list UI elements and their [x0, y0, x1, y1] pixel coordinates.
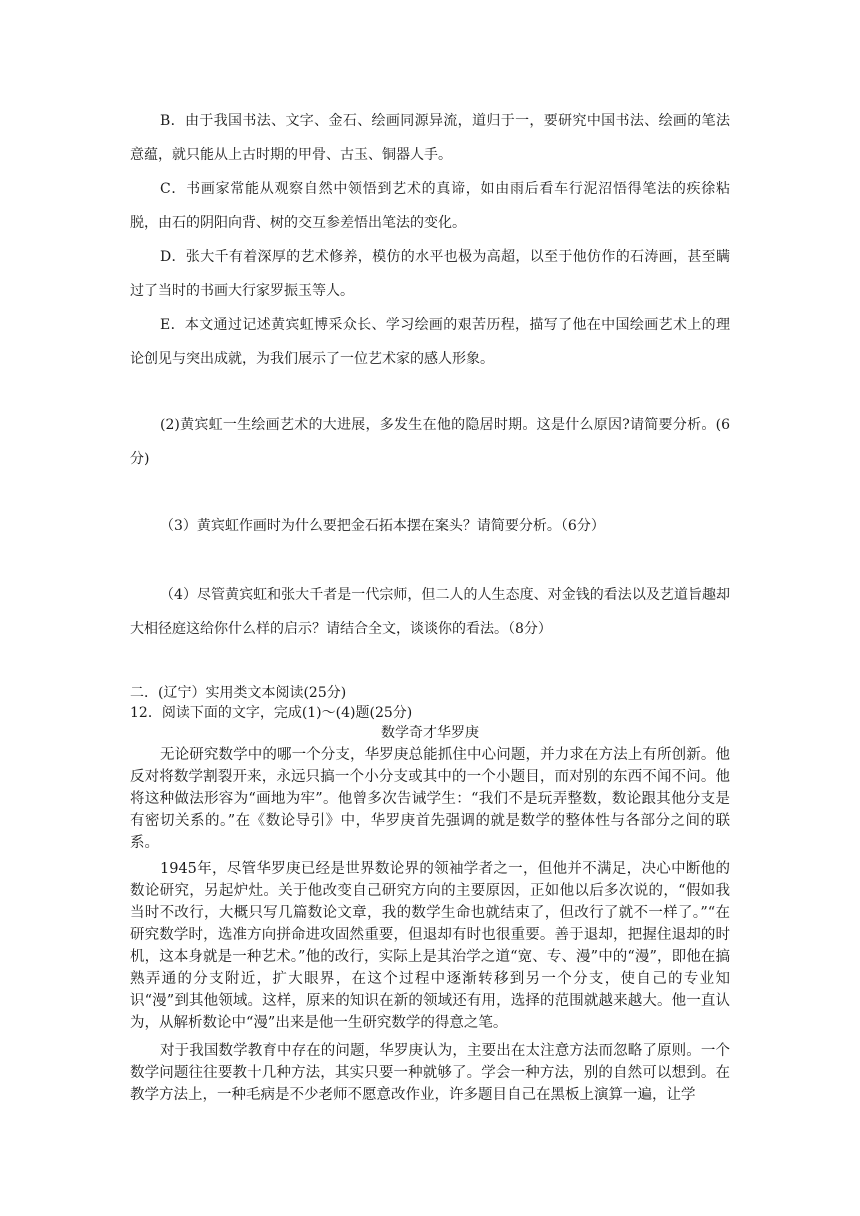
- option-d: D．张大千有着深厚的艺术修养，模仿的水平也极为高超，以至于他仿作的石涛画，甚至瞒过了当时的书画大行家罗振玉等人。: [130, 249, 730, 299]
- section-heading: 二．(辽宁）实用类文本阅读(25分): [130, 685, 347, 701]
- option-e: E．本文通过记述黄宾虹博采众长、学习绘画的艰苦历程，描写了他在中国绘画艺术上的理论创见与突出成就，为我们展示了一位艺术家的感人形象。: [130, 317, 730, 367]
- article-paragraph-2: 1945年，尽管华罗庚已经是世界数论界的领袖学者之一，但他并不满足，决心中断他的数论研究，另起炉灶。关于他改变自己研究方向的主要原因，正如他以后多次说的，“假如我当时不改行，大概只写几篇数论文章，我的数学生命也就结束了，但改行了就不一样了。”“在研究数学时，选准方向拼命进攻固然重要，但退却有时也很重要。善于退却，把握住退却的时机，这本身就是一种艺术。”他的改行，实际上是其治学之道“宽、专、漫”中的“漫”，即他在搞熟弄通的分支附近，扩大眼界，在这个过程中逐渐转移到另一个分支，使自己的专业知识“漫”到其他领域。这样，原来的知识在新的领域还有用，选择的范围就越来越大。他一直认为，从解析数论中“漫”出来是他一生研究数学的得意之笔。: [130, 861, 730, 1031]
- question-2: (2)黄宾虹一生绘画艺术的大进展，多发生在他的隐居时期。这是什么原因?请简要分析。(6分): [130, 417, 730, 467]
- question-instruction: 12．阅读下面的文字，完成(1)～(4)题(25分): [130, 705, 413, 721]
- option-c: C．书画家常能从观察自然中领悟到艺术的真谛，如由雨后看车行泥沼悟得笔法的疾徐粘脱，由石的阴阳向背、树的交互参差悟出笔法的变化。: [130, 181, 730, 231]
- option-b: B．由于我国书法、文字、金石、绘画同源异流，道归于一，要研究中国书法、绘画的笔法意蕴，就只能从上古时期的甲骨、古玉、铜器人手。: [130, 113, 730, 163]
- article-title: 数学奇才华罗庚: [381, 725, 479, 741]
- question-4: （4）尽管黄宾虹和张大千者是一代宗师，但二人的人生态度、对金钱的看法以及艺道旨趣却大相径庭这给你什么样的启示？请结合全文，谈谈你的看法。（8分）: [130, 587, 730, 637]
- article-paragraph-3: 对于我国数学教育中存在的问题，华罗庚认为，主要出在太注意方法而忽略了原则。一个数学问题往往要教十几种方法，其实只要一种就够了。学会一种方法，别的自然可以想到。在教学方法上，一种毛病是不少老师不愿意改作业，许多题目自己在黑板上演算一遍，让学: [130, 1043, 730, 1103]
- article-paragraph-1: 无论研究数学中的哪一个分支，华罗庚总能抓住中心问题，并力求在方法上有所创新。他反对将数学割裂开来，永远只搞一个小分支或其中的一个小题目，而对别的东西不闻不问。他将这种做法形容为“画地为牢”。他曾多次告诫学生：“我们不是玩弄整数，数论跟其他分支是有密切关系的。”在《数论导引》中，华罗庚首先强调的就是数学的整体性与各部分之间的联系。: [130, 747, 730, 851]
- question-3: （3）黄宾虹作画时为什么要把金石拓本摆在案头？请简要分析。（6分）: [160, 518, 605, 534]
